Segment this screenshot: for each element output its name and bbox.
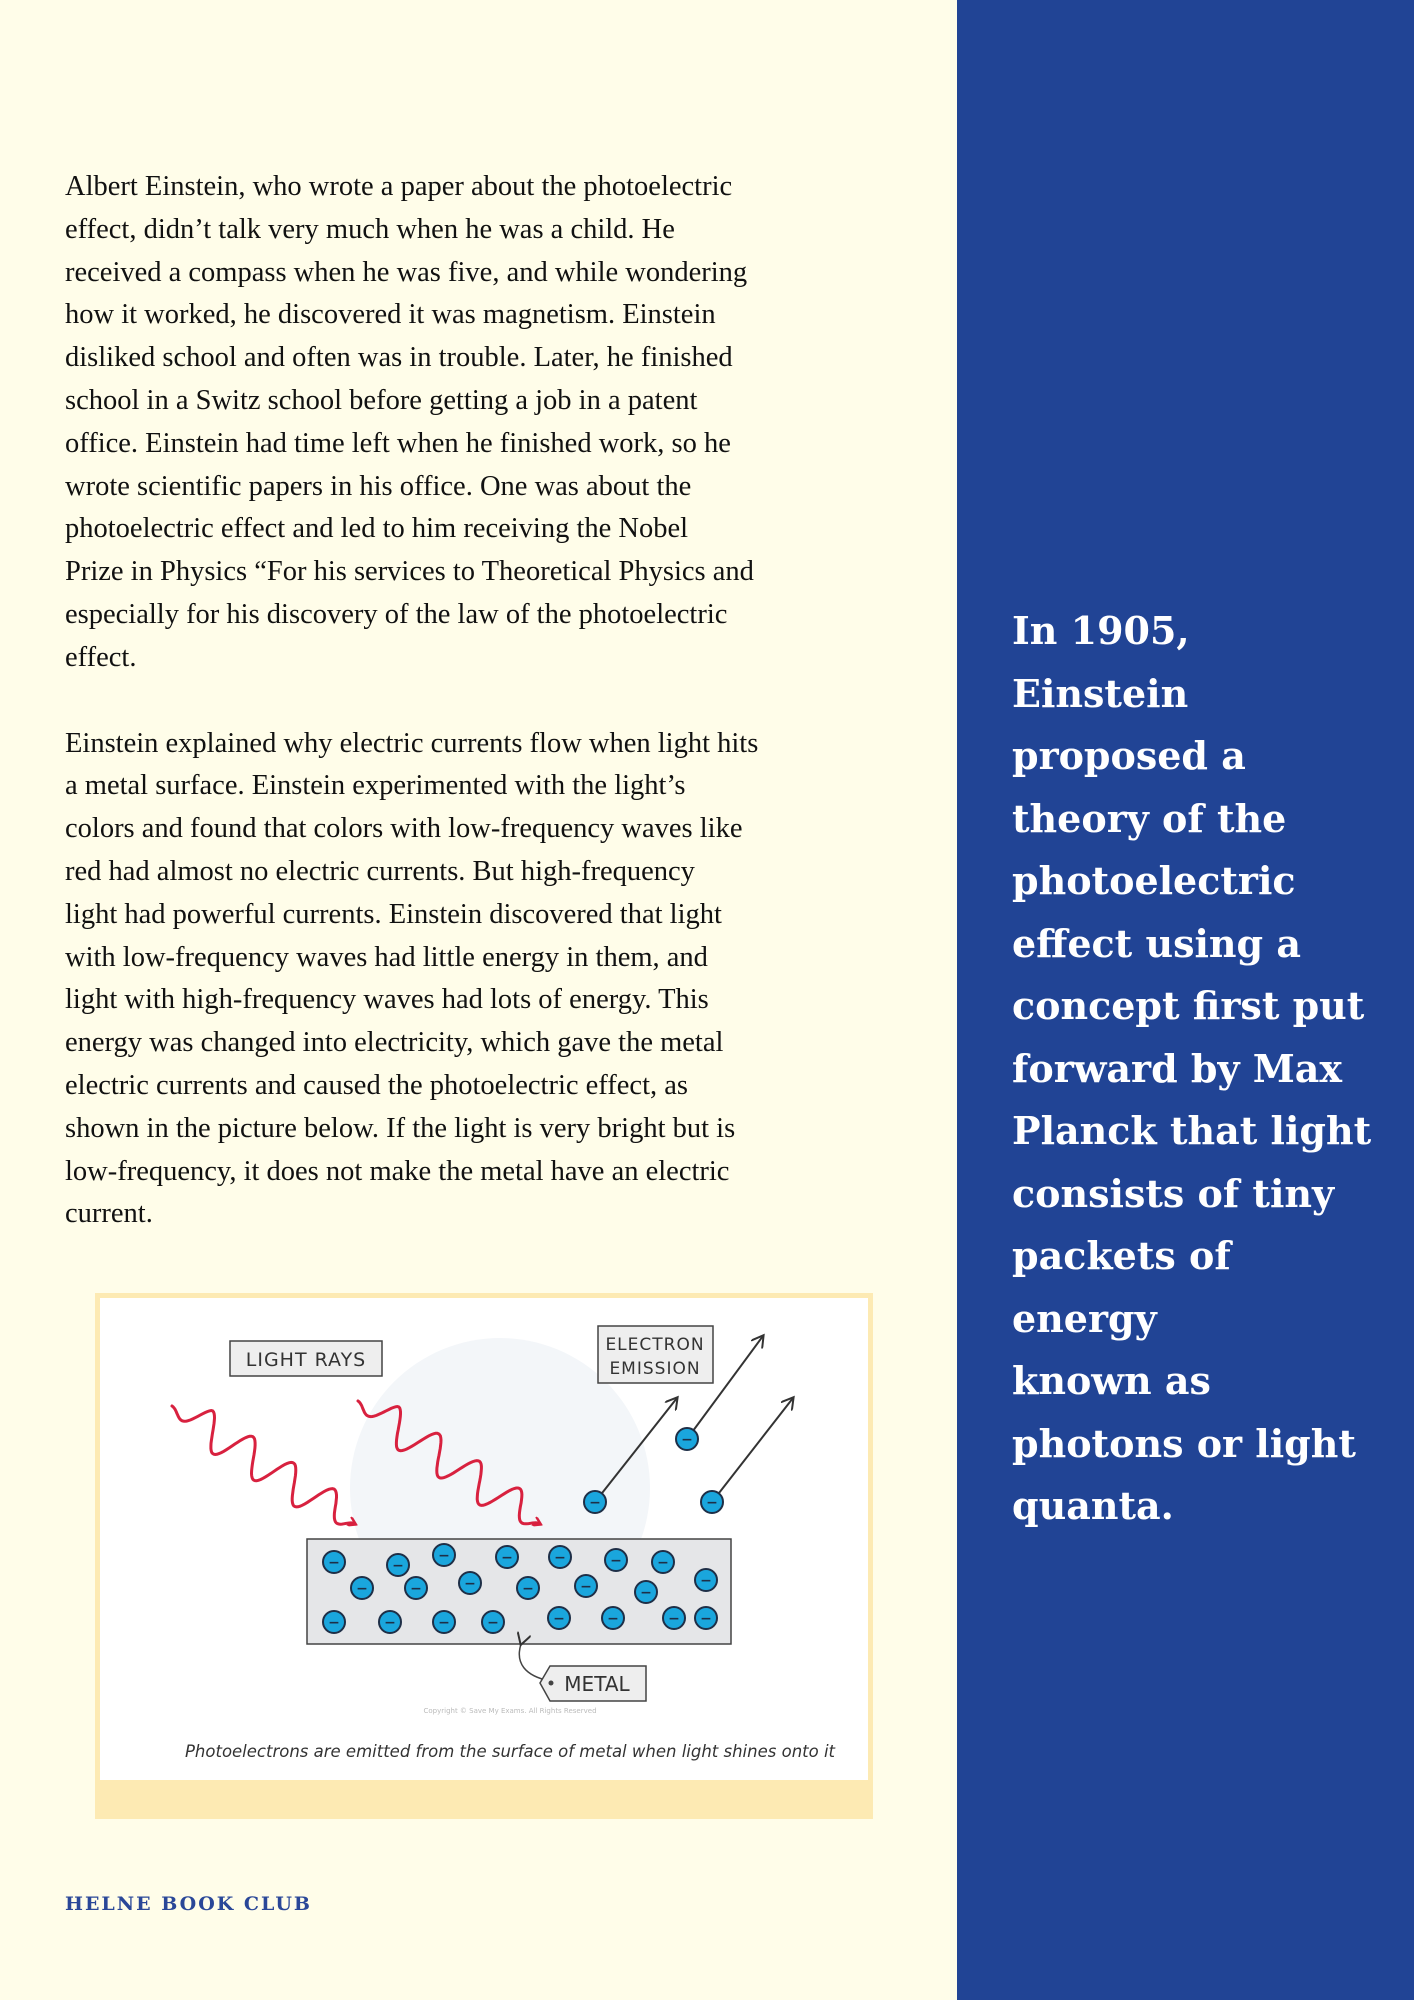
book-club-footer: HELNE BOOK CLUB — [65, 1893, 312, 1915]
electron — [482, 1611, 504, 1633]
electron-sign: − — [392, 1558, 404, 1574]
figure-caption: Photoelectrons are emitted from the surface of metal when light shines onto it — [184, 1742, 836, 1761]
electron-sign: − — [553, 1611, 565, 1627]
electron-sign: − — [706, 1495, 718, 1511]
metal-tag — [540, 1666, 646, 1701]
electron-sign: − — [700, 1573, 712, 1589]
photoelectric-diagram — [100, 1298, 868, 1780]
light-rays-label — [230, 1341, 382, 1376]
electron-sign: − — [328, 1615, 340, 1631]
electron-sign: − — [589, 1495, 601, 1511]
electron-sign: − — [610, 1553, 622, 1569]
article-body — [65, 166, 920, 1236]
electron-sign: − — [681, 1432, 693, 1448]
electron — [496, 1546, 518, 1568]
electron-sign: − — [607, 1611, 619, 1627]
electron-sign: − — [640, 1585, 652, 1601]
photoelectric-figure — [95, 1293, 873, 1819]
electron-sign: − — [580, 1579, 592, 1595]
metal-text: METAL — [564, 1672, 630, 1696]
electron-sign: − — [438, 1548, 450, 1564]
electron-sign: − — [328, 1555, 340, 1571]
electron — [379, 1611, 401, 1633]
electron — [695, 1569, 717, 1591]
electron — [433, 1544, 455, 1566]
electron — [517, 1577, 539, 1599]
electron — [548, 1607, 570, 1629]
electron — [323, 1611, 345, 1633]
sidebar-panel — [957, 0, 1414, 2000]
electron-sign: − — [554, 1550, 566, 1566]
electron-sign: − — [657, 1555, 669, 1571]
electron-emission-label — [598, 1326, 713, 1383]
emission-arrow-3 — [712, 1398, 793, 1502]
electron — [323, 1551, 345, 1573]
electron-sign: − — [522, 1581, 534, 1597]
electron-emission-text-1: ELECTRON — [605, 1335, 705, 1355]
electron-sign: − — [410, 1581, 422, 1597]
paragraph-photoelectric-explanation: Einstein explained why electric currents flow when light hits a metal surface. Einstein experimented with the light’s colors and found that colors with low-frequency waves like red had almost no electric currents. But high-frequency light had powerful currents. Einstein discovered that light with low-frequency waves had little energy in them, and light with high-frequency waves had lots of energy. This energy was changed into electricity, which gave the metal electric currents and caused the photoelectric effect, as shown in the picture below. If the light is very bright but is low-frequency, it does not make the metal have an electric current. — [65, 727, 759, 1230]
electron-sign: − — [356, 1581, 368, 1597]
electron — [663, 1607, 685, 1629]
emitted-electron — [584, 1491, 606, 1513]
electron-emission-text-2: EMISSION — [609, 1359, 701, 1379]
emitted-electron — [676, 1428, 698, 1450]
electron — [405, 1577, 427, 1599]
electron — [433, 1611, 455, 1633]
electron — [695, 1607, 717, 1629]
electron-sign: − — [384, 1615, 396, 1631]
electron — [459, 1572, 481, 1594]
copyright-text: Copyright © Save My Exams. All Rights Reserved — [423, 1707, 597, 1715]
electron — [652, 1551, 674, 1573]
electron — [549, 1546, 571, 1568]
electron-sign: − — [501, 1550, 513, 1566]
electron-sign: − — [668, 1611, 680, 1627]
electron — [635, 1581, 657, 1603]
electron-sign: − — [438, 1615, 450, 1631]
emitted-electron — [701, 1491, 723, 1513]
electron-sign: − — [487, 1615, 499, 1631]
light-wave-1 — [172, 1406, 355, 1524]
electron — [351, 1577, 373, 1599]
electron — [387, 1554, 409, 1576]
electron-sign: − — [700, 1611, 712, 1627]
paragraph-einstein-biography: Albert Einstein, who wrote a paper about the photoelectric effect, didn’t talk very much when he was a child. He received a compass when he was five, and while wondering how it worked, he discovered it was magnetism. Einstein disliked school and often was in trouble. Later, he finished school in a Switz school before getting a job in a patent office. Einstein had time left when he finished work, so he wrote scientific papers in his office. One was about the photoelectric effect and led to him receiving the Nobel Prize in Physics “For his services to Theoretical Physics and especially for his discovery of the law of the photoelectric effect. — [65, 171, 754, 673]
electron — [605, 1549, 627, 1571]
sidebar-quote: In 1905, Einstein proposed a theory of the photoelectric effect using a concept first put forward by Max Planck that light consists of tiny packets of energy known as photons or light quanta. — [1012, 608, 1372, 1528]
electron-sign: − — [464, 1576, 476, 1592]
electron — [602, 1607, 624, 1629]
light-rays-text: LIGHT RAYS — [245, 1349, 367, 1371]
electron — [575, 1575, 597, 1597]
figure-panel — [100, 1298, 868, 1780]
